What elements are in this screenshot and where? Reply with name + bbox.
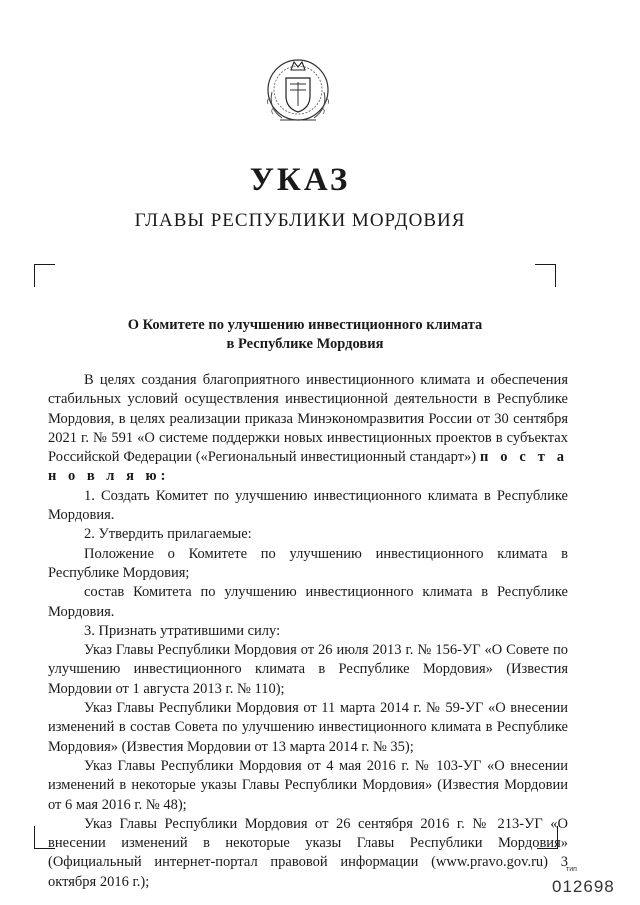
corner-mark-top-left xyxy=(34,264,55,287)
item-3-a: Указ Главы Республики Мордовия от 26 июля 2013 г. № 156-УГ «О Совете по улучшению инвестиционного климата в Республике Мордовия» (Известия Мордовии от 1 августа 2013 г. № 110); xyxy=(48,642,568,697)
intro-paragraph xyxy=(48,371,568,487)
heading-line-1: О Комитете по улучшению инвестиционного климата xyxy=(127,317,483,333)
intro-text: В целях создания благоприятного инвестиционного климата и обеспечения стабильных условий осуществления инвестиционной деятельности в Республике Мордовия, в целях реализации приказа Минэкономразвития России от 30 сентября 2021 г. № 591 «О системе поддержки новых инвестиционных проектов в субъектах Российской Федерации («Региональный инвестиционный стандарт») xyxy=(48,372,568,466)
item-3: 3. Признать утратившими силу: xyxy=(84,622,281,639)
item-2-a: Положение о Комитете по улучшению инвестиционного климата в Республике Мордовия; xyxy=(48,545,568,581)
item-2: 2. Утвердить прилагаемые: xyxy=(84,526,252,543)
corner-mark-top-right xyxy=(535,264,556,287)
coat-of-arms-icon xyxy=(258,48,338,128)
heading-line-2: в Республике Мордовия xyxy=(226,336,384,352)
item-3-c: Указ Главы Республики Мордовия от 4 мая 2016 г. № 103-УГ «О внесении изменений в некоторые указы Главы Республики Мордовия» (Известия Мордовии от 6 мая 2016 г. № 48); xyxy=(48,757,568,813)
page-title: УКАЗ xyxy=(249,162,351,198)
document-body xyxy=(48,371,568,892)
print-mark: тип xyxy=(566,866,577,873)
item-3-b: Указ Главы Республики Мордовия от 11 марта 2014 г. № 59-УГ «О внесении изменений в состав Совета по улучшению инвестиционного климата в Республике Мордовия» (Известия Мордовии от 13 марта 2014 г. № 35); xyxy=(48,700,568,755)
document-heading xyxy=(40,316,570,354)
item-2-b: состав Комитета по улучшению инвестиционного климата в Республике Мордовия. xyxy=(48,584,568,620)
page-code: 012698 xyxy=(552,877,615,896)
page-subtitle: ГЛАВЫ РЕСПУБЛИКИ МОРДОВИЯ xyxy=(134,210,466,231)
item-1: 1. Создать Комитет по улучшению инвестиционного климата в Республике Мордовия. xyxy=(48,487,568,524)
decree-word: п о с т а н о в л я ю: xyxy=(48,449,568,485)
item-3-d: Указ Главы Республики Мордовия от 26 сентября 2016 г. № 213-УГ «О внесении изменений в некоторые указы Главы Республики Мордовия» (Официальный интернет-портал правовой информации (www.pravo.gov.ru) 3 октября 2016 г.); xyxy=(48,815,568,890)
